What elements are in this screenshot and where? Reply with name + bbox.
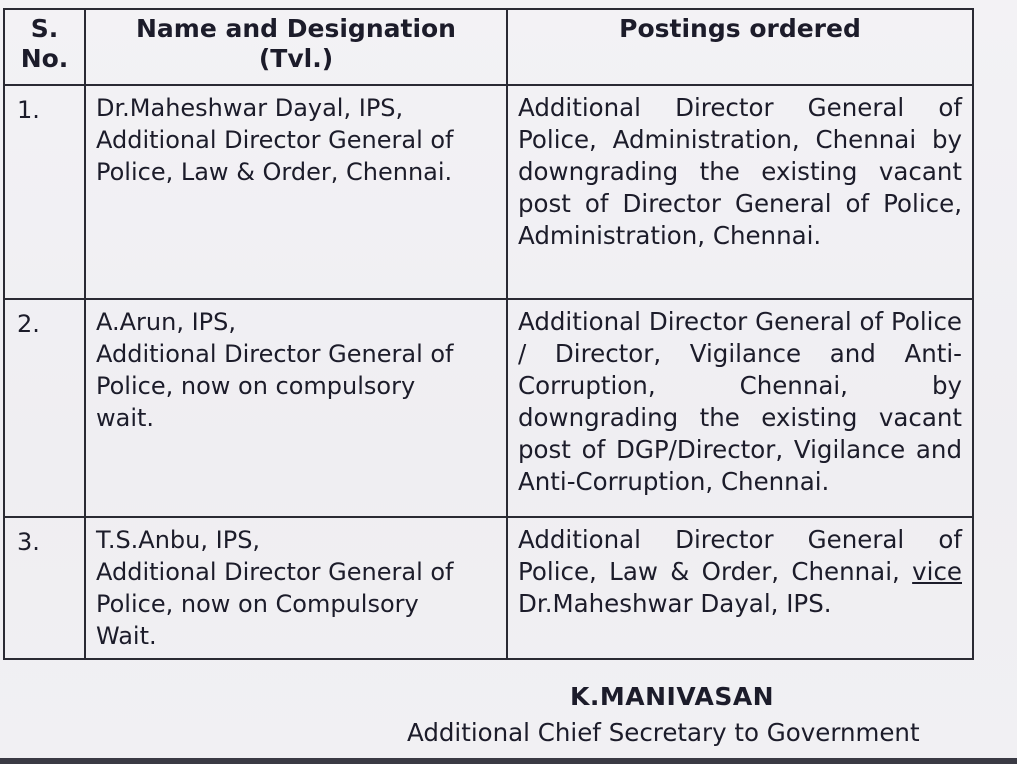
row-posting: Additional Director General of Police / Director, Vigilance and Anti-Corruption, Chennai, by downgrading the existing vacant post of DGP/Director, Vigilance and Anti-Corruption, Chennai. bbox=[507, 299, 973, 517]
name-line: Police, now on compulsory bbox=[96, 372, 416, 400]
row-name-designation bbox=[85, 85, 507, 299]
postings-table bbox=[3, 8, 974, 660]
table-row bbox=[4, 299, 973, 517]
name-line: Police, Law & Order, Chennai. bbox=[96, 158, 453, 186]
table-row bbox=[4, 85, 973, 299]
table-row bbox=[4, 517, 973, 659]
signatory-title: Additional Chief Secretary to Government bbox=[407, 718, 920, 747]
name-line: Wait. bbox=[96, 622, 157, 650]
name-line: Additional Director General of bbox=[96, 558, 454, 586]
signatory-name: K.MANIVASAN bbox=[570, 682, 775, 711]
name-line: Additional Director General of bbox=[96, 126, 454, 154]
posting-text: Dr.Maheshwar Dayal, IPS. bbox=[518, 589, 832, 618]
table-header-row bbox=[4, 9, 973, 85]
name-line: Police, now on Compulsory bbox=[96, 590, 419, 618]
posting-vice-underlined: vice bbox=[912, 557, 962, 586]
row-sno: 1. bbox=[4, 85, 85, 299]
header-sno: S. No. bbox=[4, 9, 85, 85]
header-name-designation: Name and Designation (Tvl.) bbox=[85, 9, 507, 85]
posting-text: Additional Director General of Police, Law & Order, Chennai, bbox=[518, 525, 962, 586]
row-sno: 3. bbox=[4, 517, 85, 659]
row-name-designation bbox=[85, 517, 507, 659]
name-line: A.Arun, IPS, bbox=[96, 308, 237, 336]
scan-edge bbox=[0, 758, 1017, 764]
name-line: wait. bbox=[96, 404, 155, 432]
row-name-designation bbox=[85, 299, 507, 517]
name-line: Dr.Maheshwar Dayal, IPS, bbox=[96, 94, 404, 122]
name-line: Additional Director General of bbox=[96, 340, 454, 368]
header-postings-ordered: Postings ordered bbox=[507, 9, 973, 85]
row-posting: Additional Director General of Police, Administration, Chennai by downgrading the existing vacant post of Director General of Police, Administration, Chennai. bbox=[507, 85, 973, 299]
name-line: T.S.Anbu, IPS, bbox=[96, 526, 261, 554]
row-posting bbox=[507, 517, 973, 659]
row-sno: 2. bbox=[4, 299, 85, 517]
